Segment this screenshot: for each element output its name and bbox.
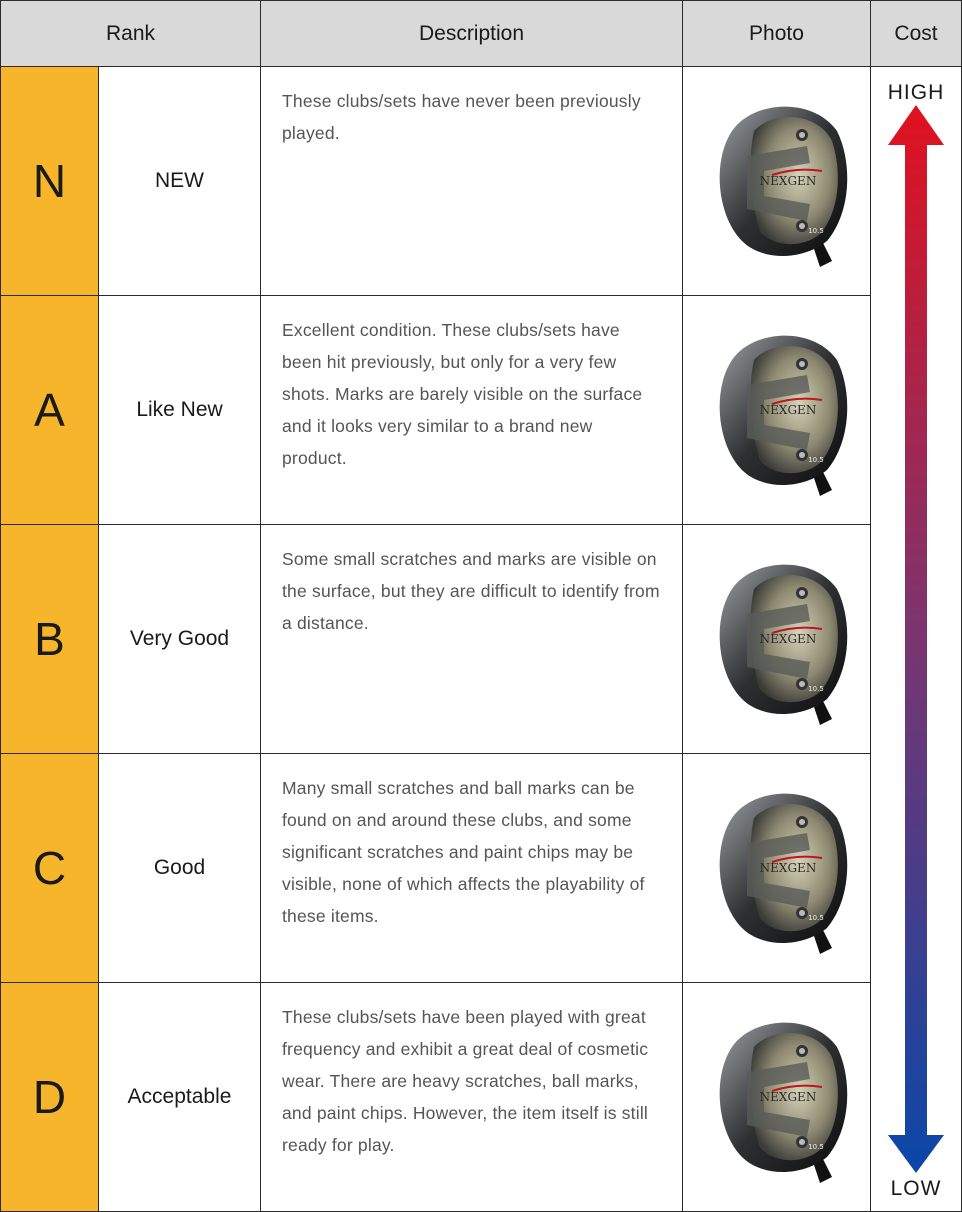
header-cost-label: Cost	[894, 21, 938, 45]
rank-description-d: These clubs/sets have been played with great frequency and exhibit a great deal of cosmetic wear. There are heavy scratches, ball marks, and paint chips. However, the item itself is still ready for play.	[261, 983, 683, 1212]
club-brand-text: NEXGEN	[759, 632, 816, 646]
svg-text:10.5: 10.5	[807, 914, 824, 922]
rank-name-acceptable: Acceptable	[99, 983, 261, 1212]
header-description	[261, 0, 683, 67]
header-cost	[871, 0, 962, 67]
rank-description-a: Excellent condition. These clubs/sets have been hit previously, but only for a very few shots. Marks are barely visible on the surface and it looks very similar to a brand new product.	[261, 296, 683, 525]
header-rank	[0, 0, 261, 67]
rank-description-b: Some small scratches and marks are visible on the surface, but they are difficult to identify from a distance.	[261, 525, 683, 754]
svg-text:10.5: 10.5	[807, 227, 824, 235]
header-description-label: Description	[418, 21, 525, 45]
cost-arrow	[871, 67, 961, 1211]
cost-low-label: LOW	[890, 1177, 942, 1200]
svg-text:10.5: 10.5	[807, 1143, 824, 1151]
header-photo	[683, 0, 871, 67]
svg-text:10.5: 10.5	[807, 685, 824, 693]
rank-name-like-new: Like New	[99, 296, 261, 525]
rank-letter-a: A	[0, 296, 99, 525]
club-brand-text: NEXGEN	[759, 861, 816, 875]
rank-name-very-good: Very Good	[99, 525, 261, 754]
club-brand-text: NEXGEN	[759, 403, 816, 417]
photo-cell-b	[683, 525, 871, 754]
rank-letter-b: B	[0, 525, 99, 754]
golf-driver-image	[702, 778, 852, 958]
club-brand-text: NEXGEN	[759, 1090, 816, 1104]
rank-letter-n: N	[0, 67, 99, 296]
rank-name-good: Good	[99, 754, 261, 983]
header-rank-label: Rank	[105, 21, 156, 45]
photo-cell-a	[683, 296, 871, 525]
photo-cell-n	[683, 67, 871, 296]
golf-driver-image	[702, 320, 852, 500]
golf-driver-image	[702, 91, 852, 271]
cost-high-label: HIGH	[887, 81, 945, 104]
cost-scale	[871, 67, 962, 1212]
golf-driver-image	[702, 549, 852, 729]
golf-driver-image	[702, 1007, 852, 1187]
club-brand-text: NEXGEN	[759, 174, 816, 188]
photo-cell-c	[683, 754, 871, 983]
rank-description-c: Many small scratches and ball marks can be found on and around these clubs, and some significant scratches and paint chips may be visible, none of which affects the playability of these items.	[261, 754, 683, 983]
header-photo-label: Photo	[749, 21, 804, 45]
rank-letter-d: D	[0, 983, 99, 1212]
rank-name-new: NEW	[99, 67, 261, 296]
svg-text:10.5: 10.5	[807, 456, 824, 464]
rank-letter-c: C	[0, 754, 99, 983]
rank-description-n: These clubs/sets have never been previously played.	[261, 67, 683, 296]
photo-cell-d	[683, 983, 871, 1212]
